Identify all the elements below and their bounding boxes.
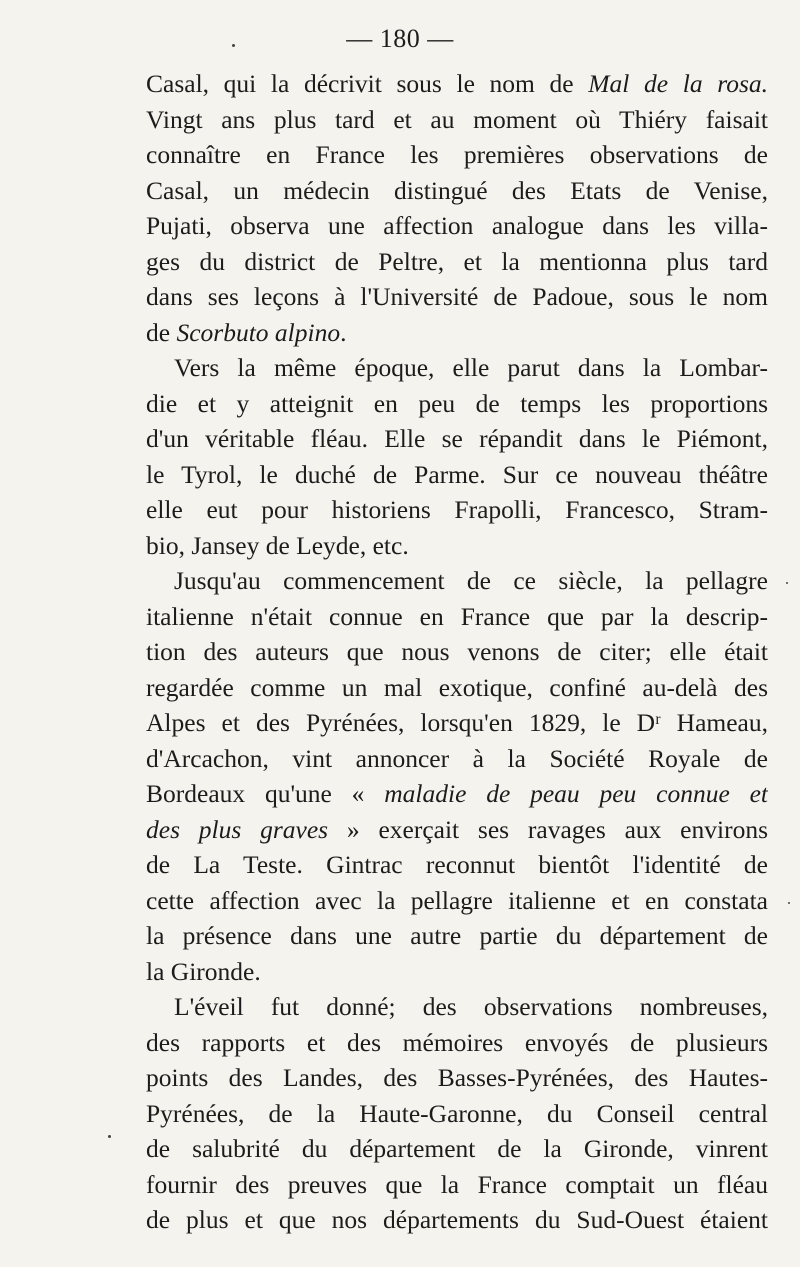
text-line <box>146 102 768 138</box>
text-run: Casal, un médecin distingué des Etats de Venise, <box>146 175 768 205</box>
text-run: d'un véritable fléau. Elle se répandit dans le Piémont, <box>146 424 768 453</box>
text-line <box>146 741 768 777</box>
text-line <box>146 812 768 848</box>
text-line <box>146 599 768 635</box>
text-run: de La Teste. Gintrac reconnut bientôt l'identité de <box>146 850 768 879</box>
text-run: . <box>340 317 347 347</box>
text-run: le Tyrol, le duché de Parme. Sur ce nouveau théâtre <box>146 459 768 489</box>
text-line <box>146 634 768 670</box>
text-run: bio, Jansey de Leyde, etc. <box>146 530 409 560</box>
text-line <box>146 670 768 706</box>
text-line <box>146 1202 768 1238</box>
text-run: d'Arcachon, vint annoncer à la Société Royale de <box>146 743 768 773</box>
text-run: » exerçait ses ravages aux environs <box>328 814 768 844</box>
text-run: de <box>146 317 177 347</box>
text-run: la présence dans une autre partie du département de <box>146 921 768 950</box>
text-line <box>146 244 768 280</box>
text-run: de plus et que nos départements du Sud-Ouest étaient <box>146 1205 768 1234</box>
text-line <box>146 1131 768 1167</box>
text-run: points des Landes, des Basses-Pyrénées, des Hautes- <box>146 1063 768 1092</box>
text-run: die et y atteignit en peu de temps les proportions <box>146 388 768 418</box>
text-run: Jusqu'au commencement de ce siècle, la pellagre <box>174 566 768 595</box>
text-line <box>146 1025 768 1061</box>
text-line <box>146 847 768 883</box>
paragraph <box>146 989 768 1238</box>
text-run: tion des auteurs que nous venons de citer; elle était <box>146 637 768 666</box>
text-run: fournir des preuves que la France comptait un fléau <box>146 1169 768 1199</box>
print-speck <box>232 44 235 47</box>
text-line <box>146 883 768 919</box>
text-run: regardée comme un mal exotique, confiné au-delà des <box>146 672 768 702</box>
text-line <box>146 705 768 741</box>
italic-text: Scorbuto alpino <box>176 317 341 347</box>
italic-text: maladie de peau peu connue et <box>384 779 768 808</box>
paragraph <box>146 350 768 563</box>
text-run: Pyrénées, de la Haute-Garonne, du Conseil central <box>146 1098 768 1128</box>
text-line <box>146 776 768 812</box>
text-run: dans ses leçons à l'Université de Padoue, sous le nom <box>146 282 768 311</box>
text-run: des rapports et des mémoires envoyés de plusieurs <box>146 1027 768 1057</box>
page-number: — 180 — <box>346 24 454 53</box>
text-run: connaître en France les premières observations de <box>146 140 768 169</box>
text-line <box>146 989 768 1025</box>
italic-text: Mal de la rosa. <box>588 69 768 98</box>
text-line <box>146 279 768 315</box>
text-line <box>146 528 768 564</box>
text-line <box>146 208 768 244</box>
text-run: Alpes et des Pyrénées, lorsqu'en 1829, le Dʳ Hameau, <box>146 708 768 737</box>
text-line <box>146 421 768 457</box>
text-line <box>146 954 768 990</box>
text-run: Casal, qui la décrivit sous le nom de <box>146 69 589 98</box>
text-line <box>146 492 768 528</box>
text-line <box>146 137 768 173</box>
text-line <box>146 350 768 386</box>
text-line <box>146 173 768 209</box>
italic-text: des plus graves <box>146 814 329 844</box>
text-run: italienne n'était connue en France que par la descrip- <box>146 601 768 631</box>
text-run: de salubrité du département de la Gironde, vinrent <box>146 1134 768 1163</box>
paragraph <box>146 563 768 989</box>
print-speck <box>108 1135 111 1138</box>
text-line <box>146 457 768 493</box>
text-run: Vers la même époque, elle parut dans la Lombar- <box>174 353 768 382</box>
text-line <box>146 1096 768 1132</box>
print-speck <box>788 902 790 904</box>
text-run: elle eut pour historiens Frapolli, Francesco, Stram- <box>146 495 768 524</box>
text-line <box>146 66 768 102</box>
text-line <box>146 315 768 351</box>
paragraph <box>146 66 768 350</box>
print-speck <box>786 582 788 584</box>
text-line <box>146 1060 768 1096</box>
text-run: Vingt ans plus tard et au moment où Thiéry faisait <box>146 104 768 134</box>
text-line <box>146 563 768 599</box>
text-run: Bordeaux qu'une « <box>146 779 385 808</box>
text-run: la Gironde. <box>146 956 261 986</box>
text-run: Pujati, observa une affection analogue dans les villa- <box>146 211 768 240</box>
page-body-text <box>146 66 768 1238</box>
text-line <box>146 1167 768 1203</box>
text-line <box>146 918 768 954</box>
text-run: cette affection avec la pellagre italienne et en constata <box>146 885 768 915</box>
text-run: L'éveil fut donné; des observations nombreuses, <box>174 992 768 1021</box>
text-run: ges du district de Peltre, et la mentionna plus tard <box>146 246 768 276</box>
text-line <box>146 386 768 422</box>
